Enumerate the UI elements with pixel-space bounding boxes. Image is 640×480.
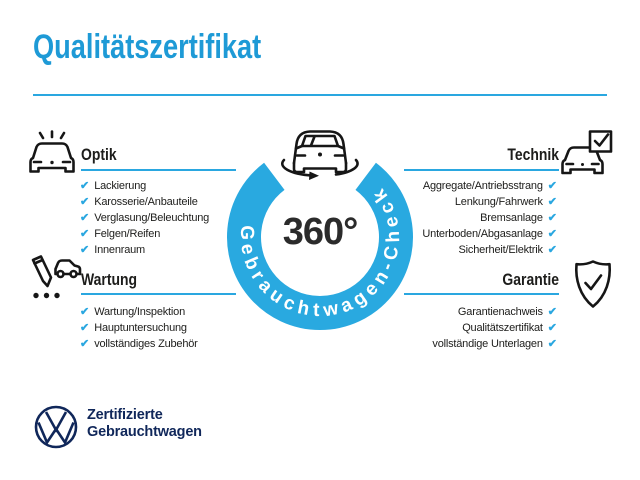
list-item: ✔ Hauptuntersuchung — [80, 321, 187, 334]
optik-underline — [81, 169, 236, 171]
check-icon: ✔ — [547, 243, 557, 256]
check-icon: ✔ — [547, 195, 557, 208]
list-item: ✔ Innenraum — [80, 243, 146, 256]
check-icon: ✔ — [547, 337, 557, 350]
list-item: ✔ Felgen/Reifen — [80, 227, 161, 240]
section-title-optik: Optik — [81, 145, 117, 164]
list-item: ✔ Karosserie/Anbauteile — [80, 195, 198, 208]
check-icon: ✔ — [80, 337, 90, 350]
check-icon: ✔ — [80, 321, 90, 334]
vw-logo-icon — [33, 404, 79, 450]
list-item: Garantienachweis ✔ — [457, 305, 557, 318]
section-title-wartung: Wartung — [81, 270, 138, 289]
shield-check-icon — [573, 259, 613, 309]
check-icon: ✔ — [80, 305, 90, 318]
footer-brand-label — [87, 407, 202, 441]
check-icon: ✔ — [80, 179, 90, 192]
list-item: Lenkung/Fahrwerk ✔ — [454, 195, 557, 208]
list-item: Qualitätszertifikat ✔ — [462, 321, 557, 334]
garantie-underline — [404, 293, 559, 295]
list-item: ✔ Verglasung/Beleuchtung — [80, 211, 210, 224]
check-icon: ✔ — [547, 321, 557, 334]
header-divider — [33, 94, 607, 96]
technik-underline — [404, 169, 559, 171]
list-item: vollständige Unterlagen ✔ — [432, 337, 557, 350]
list-item: Unterboden/Abgasanlage ✔ — [422, 227, 557, 240]
list-item: Sicherheit/Elektrik ✔ — [458, 243, 557, 256]
list-item: ✔ Wartung/Inspektion — [80, 305, 185, 318]
footer-brand-line2: Gebrauchtwagen — [87, 424, 202, 440]
list-item: Bremsanlage ✔ — [480, 211, 557, 224]
check-icon: ✔ — [547, 305, 557, 318]
check-icon: ✔ — [547, 211, 557, 224]
degrees-label: 360° — [282, 211, 358, 253]
list-item: ✔ Lackierung — [80, 179, 147, 192]
car-front-shine-icon — [26, 130, 78, 182]
check-icon: ✔ — [80, 227, 90, 240]
check-icon: ✔ — [80, 243, 90, 256]
page-title: Qualitätszertifikat — [33, 28, 262, 66]
check-icon: ✔ — [80, 195, 90, 208]
section-title-garantie: Garantie — [502, 270, 559, 289]
service-checklist-icon — [26, 254, 82, 302]
check-icon: ✔ — [547, 179, 557, 192]
check-icon: ✔ — [80, 211, 90, 224]
list-item: ✔ vollständiges Zubehör — [80, 337, 198, 350]
footer-brand-line1: Zertifizierte — [87, 407, 163, 423]
section-title-technik: Technik — [507, 145, 559, 164]
ring-label: Gebrauchtwagen-Check — [235, 180, 405, 322]
check-icon: ✔ — [547, 227, 557, 240]
wartung-underline — [81, 293, 236, 295]
car-rotate-icon — [276, 123, 364, 189]
car-checkbox-icon — [561, 129, 613, 181]
list-item: Aggregate/Antriebsstrang ✔ — [422, 179, 557, 192]
